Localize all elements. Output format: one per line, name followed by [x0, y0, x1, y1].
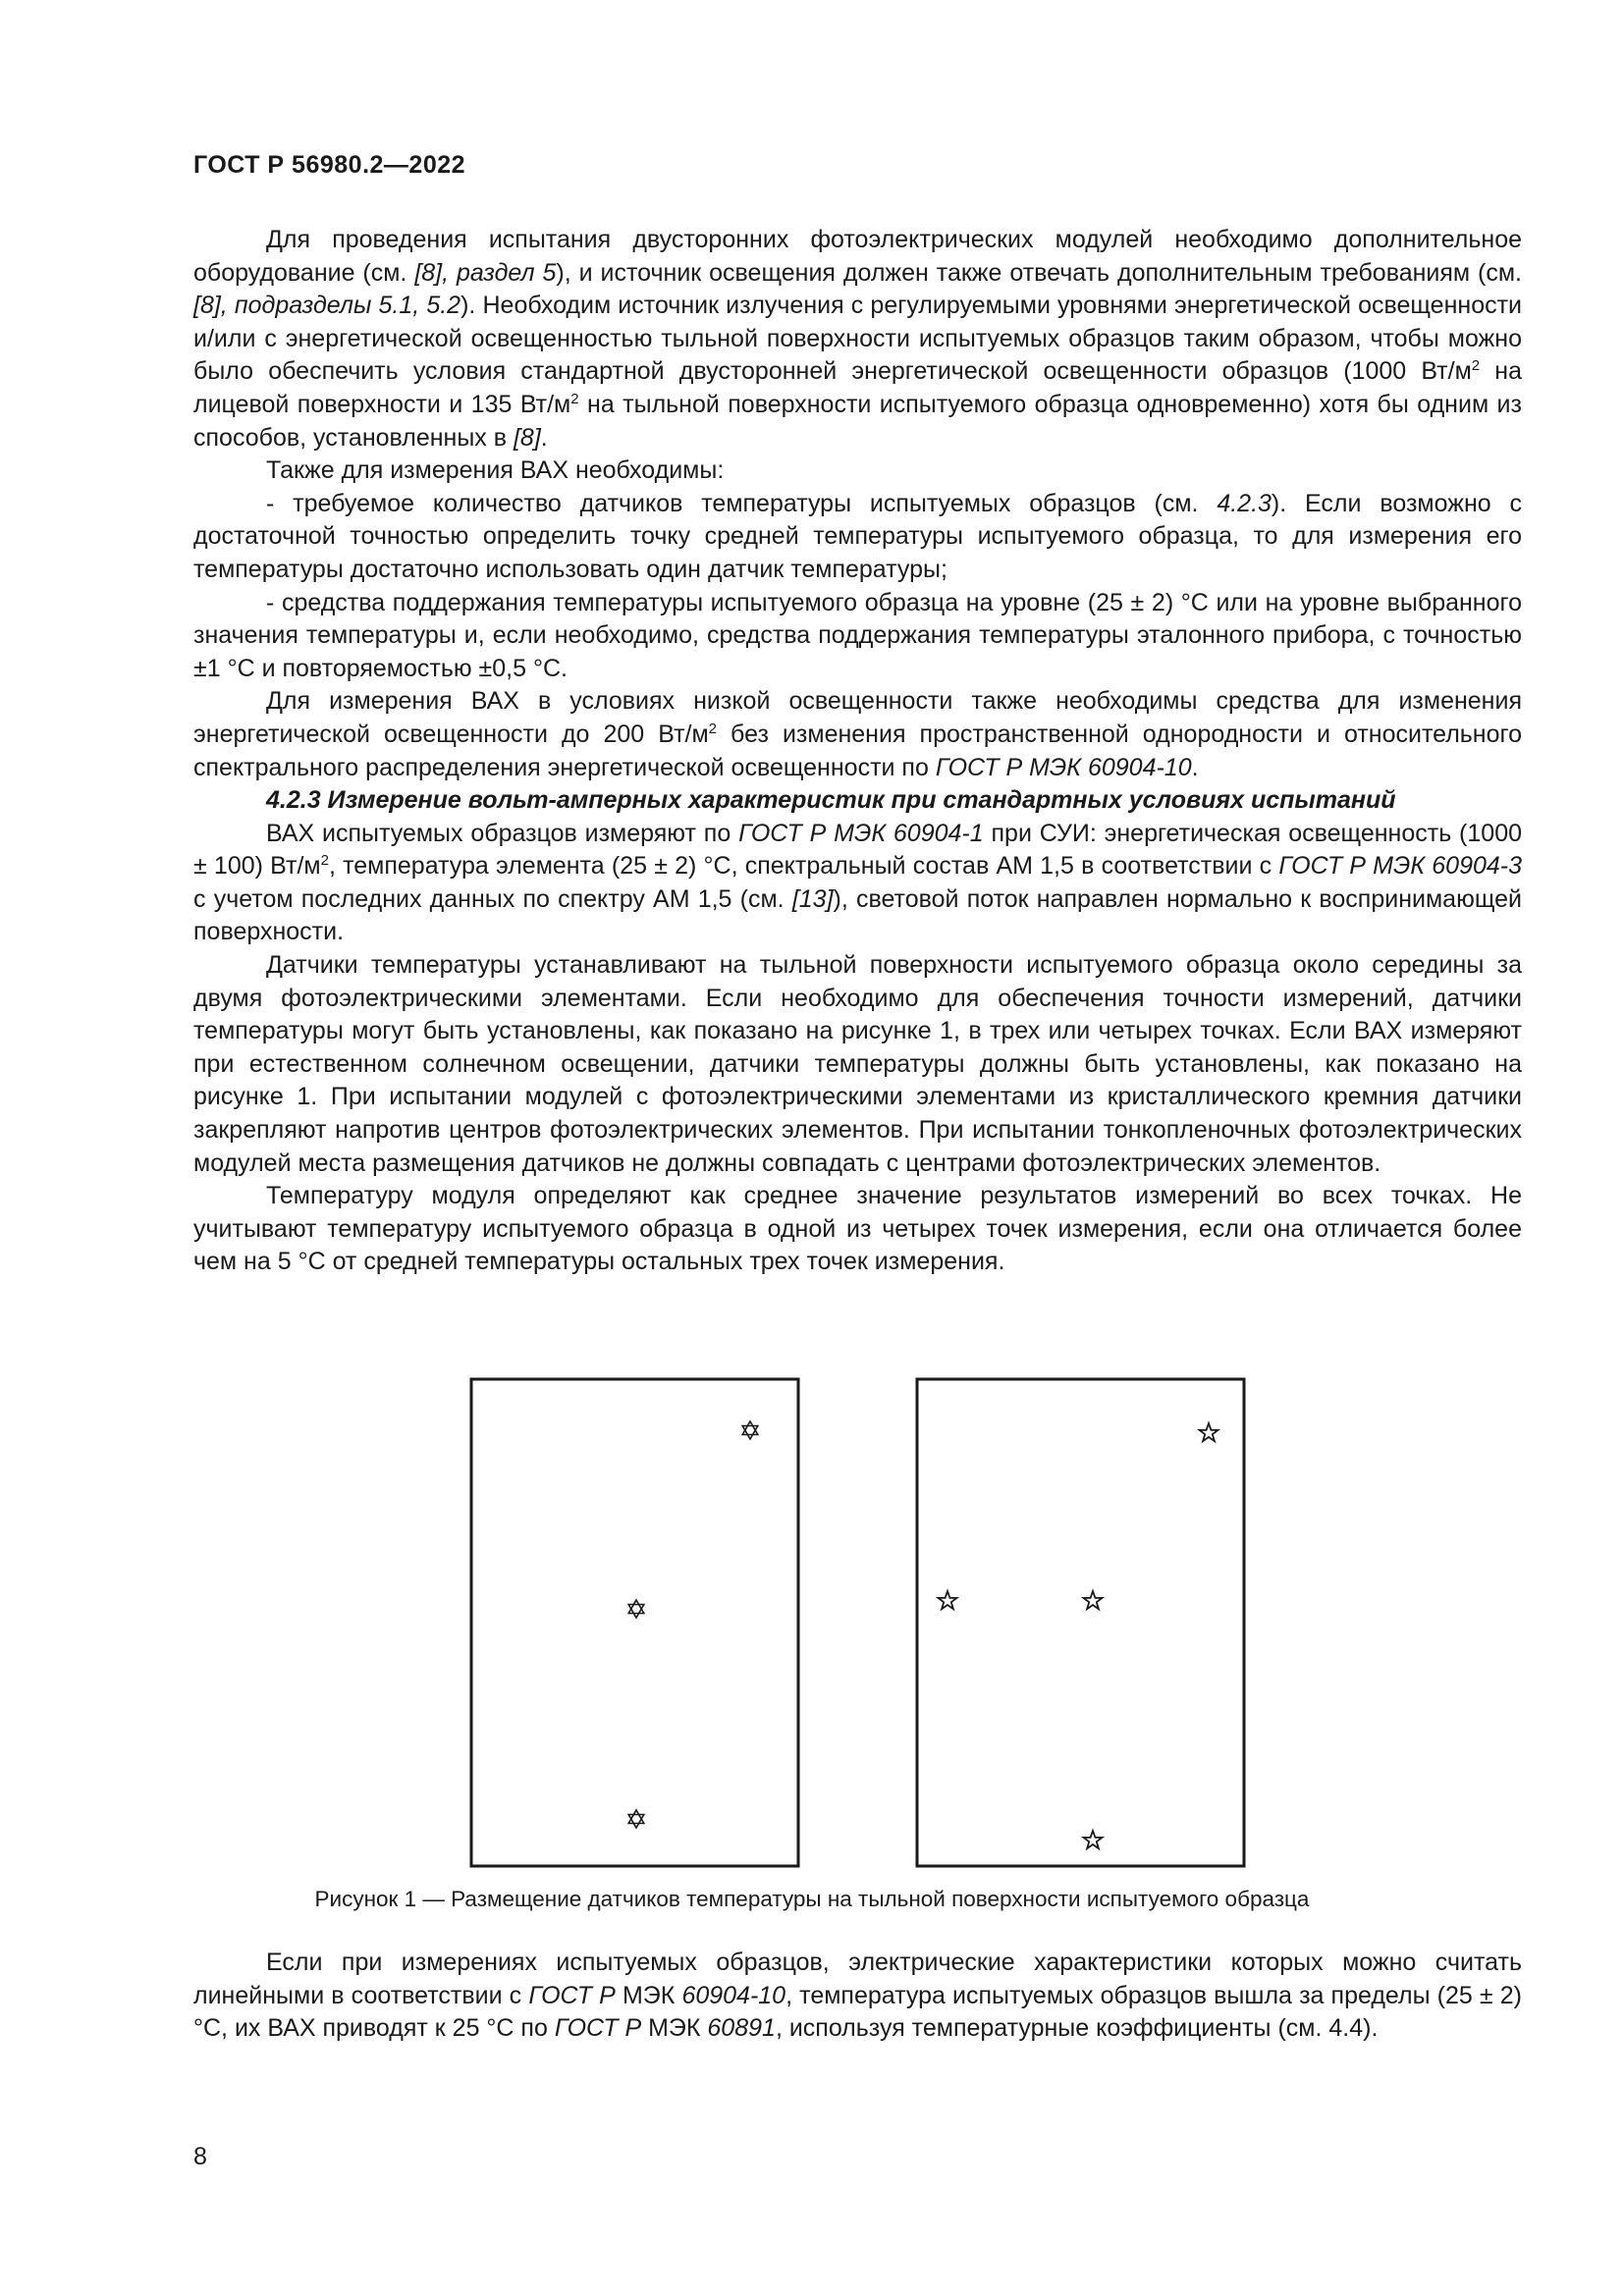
- reference-text: 60904-10: [681, 1981, 786, 2009]
- text-run: на лицевой поверхности и 135 Вт/м: [193, 357, 1522, 418]
- text-run: при СУИ: энергетическая освещенность (1000 ± 100) Вт/м: [193, 819, 1522, 881]
- reference-text: [8]: [513, 423, 541, 452]
- text-run: - средства поддержания температуры испытуемого образца на уровне (25 ± 2) °С или на уровне выбранного значения температуры и, если необходимо, средства поддержания температуры эталонного прибора, с точностью ±1 °С и повторяемостью ±0,5 °С.: [193, 588, 1522, 682]
- section-heading-4-2-3: [193, 784, 1522, 818]
- reference-text: [8], подразделы 5.1, 5.2: [193, 292, 461, 320]
- reference-text: ГОСТ Р МЭК 60904-10: [935, 753, 1192, 781]
- paragraph-module-temperature: [193, 1180, 1522, 1279]
- superscript: 2: [1471, 357, 1481, 375]
- text-run: Для измерения ВАХ в условиях низкой освещенности также необходимы средства для изменения энергетической освещенности до 200 Вт/м: [193, 687, 1522, 748]
- text-run: на тыльной поверхности испытуемого образца одновременно) хотя бы одним из способов, установленных в: [193, 390, 1522, 452]
- paragraph-also-needed: [193, 454, 1522, 488]
- document-body: [193, 224, 1522, 1279]
- text-run: .: [540, 423, 548, 452]
- paragraph-sensor-placement: [193, 949, 1522, 1180]
- text-run: , температура элемента (25 ± 2) °С, спектральный состав АМ 1,5 в соответствии с: [328, 852, 1279, 881]
- reference-text: ГОСТ Р МЭК 60904-3: [1278, 852, 1523, 881]
- document-header: ГОСТ Р 56980.2—2022: [193, 151, 466, 179]
- text-run: - требуемое количество датчиков температуры испытуемых образцов (см.: [266, 489, 1218, 517]
- figure-1: [469, 1377, 1252, 1870]
- sensor-star-icon: [1084, 1831, 1103, 1848]
- sensor-star-icon: [939, 1591, 957, 1609]
- paragraph-temperature-correction: [193, 1947, 1522, 2046]
- text-run: .: [1191, 753, 1199, 781]
- text-run: МЭК: [615, 1981, 682, 2009]
- text-run: ). Необходим источник излучения с регулируемыми уровнями энергетической освещенности и/или с энергетической освещенностью тыльной поверхности испытуемых образцов таким образом, чтобы можно было обеспечить условия стандартной двусторонней энергетической освещенности образцов (1000 Вт/м: [193, 292, 1523, 386]
- text-run: с учетом последних данных по спектру АМ 1,5 (см.: [193, 884, 792, 913]
- reference-text: ГОСТ Р: [554, 2014, 642, 2043]
- text-run: Температуру модуля определяют как среднее значение результатов измерений во всех точках. Не учитывают температуру испытуемого образца в одной из четырех точек измерения, если она отличается более чем на 5 °С от средней температуры остальных трех точек измерения.: [193, 1182, 1522, 1276]
- sensor-star-icon: [628, 1600, 644, 1618]
- list-item-temperature-control: [193, 587, 1522, 686]
- sensor-star-icon: [628, 1810, 644, 1828]
- list-item-sensors: [193, 488, 1522, 587]
- page-number: 8: [193, 2143, 207, 2170]
- document-body-continued: [193, 1947, 1522, 2046]
- text-run: , используя температурные коэффициенты (см. 4.4).: [775, 2014, 1379, 2043]
- figure-caption: Рисунок 1 — Размещение датчиков температуры на тыльной поверхности испытуемого образца: [314, 1887, 1310, 1911]
- paragraph-low-irradiance: [193, 685, 1522, 784]
- text-run: ВАХ испытуемых образцов измеряют по: [266, 819, 739, 847]
- heading-text: 4.2.3 Измерение вольт-амперных характеристик при стандартных условиях испытаний: [266, 786, 1396, 815]
- text-run: ). Если возможно с достаточной точностью определить точку средней температуры испытуемого образца, то для измерения его температуры достаточно использовать один датчик температуры;: [193, 489, 1523, 583]
- text-run: ), и источник освещения должен также отвечать дополнительным требованиям (см.: [556, 258, 1522, 287]
- text-run: , температура испытуемых образцов вышла за пределы (25 ± 2) °С, их ВАХ приводят к 25 °С по: [193, 1981, 1523, 2043]
- text-run: Также для измерения ВАХ необходимы:: [266, 456, 725, 485]
- paragraph-stc-measurement: [193, 818, 1522, 949]
- reference-text: [8], раздел 5: [414, 258, 557, 287]
- reference-text: ГОСТ Р: [528, 1981, 616, 2009]
- paragraph-equipment: [193, 224, 1522, 454]
- superscript: 2: [320, 852, 329, 870]
- sensor-star-icon: [742, 1421, 758, 1439]
- module-outline-left: [471, 1379, 798, 1866]
- reference-text: 4.2.3: [1217, 489, 1272, 517]
- reference-text: ГОСТ Р МЭК 60904-1: [738, 819, 984, 847]
- reference-text: 60891: [707, 2014, 776, 2043]
- text-run: Датчики температуры устанавливают на тыльной поверхности испытуемого образца около середины за двумя фотоэлектрическими элементами. Если необходимо для обеспечения точности измерений, датчики температуры могут быть установлены, как показано на рисунке 1, в трех или четырех точках. Если ВАХ измеряют при естественном солнечном освещении, датчики температуры должны быть установлены, как показано на рисунке 1. При испытании модулей с фотоэлектрическими элементами из кристаллического кремния датчики закрепляют напротив центров фотоэлектрических элементов. При испытании тонкопленочных фотоэлектрических модулей места размещения датчиков не должны совпадать с центрами фотоэлектрических элементов.: [193, 951, 1522, 1177]
- sensor-star-icon: [1200, 1423, 1218, 1441]
- text-run: МЭК: [641, 2014, 708, 2043]
- figure-1-drawing: [469, 1377, 1252, 1870]
- text-run: без изменения пространственной однородности и относительного спектрального распределения энергетической освещенности по: [193, 720, 1522, 781]
- superscript: 2: [570, 390, 579, 407]
- text-run: Для проведения испытания двусторонних фотоэлектрических модулей необходимо дополнительное оборудование (см.: [193, 226, 1522, 287]
- text-run: ), световой поток направлен нормально к воспринимающей поверхности.: [193, 884, 1522, 946]
- superscript: 2: [708, 720, 718, 737]
- text-run: Если при измерениях испытуемых образцов, электрические характеристики которых можно считать линейными в соответствии с: [193, 1949, 1522, 2009]
- reference-text: [13]: [791, 884, 834, 913]
- sensor-star-icon: [1084, 1591, 1103, 1609]
- module-outline-right: [917, 1379, 1244, 1866]
